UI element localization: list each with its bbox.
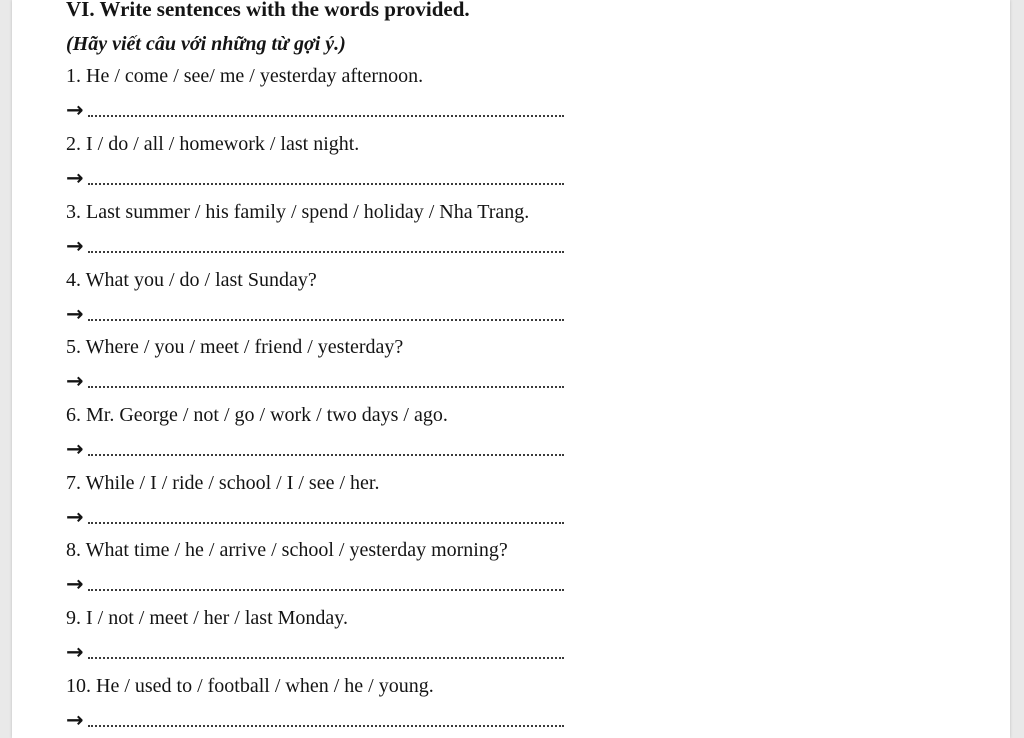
dotted-answer-blank xyxy=(88,725,564,727)
answer-line[interactable] xyxy=(66,502,566,532)
dotted-answer-blank xyxy=(88,454,564,456)
dotted-answer-blank xyxy=(88,183,564,185)
arrow-icon: → xyxy=(66,234,84,258)
answer-line[interactable] xyxy=(66,569,566,599)
question-prompt: 9. I / not / meet / her / last Monday. xyxy=(66,607,348,629)
question-prompt: 1. He / come / see/ me / yesterday afternoon. xyxy=(66,65,424,87)
answer-line[interactable] xyxy=(66,705,566,735)
answer-line[interactable] xyxy=(66,231,566,261)
arrow-icon: → xyxy=(66,98,84,122)
question-prompt: 5. Where / you / meet / friend / yesterday? xyxy=(66,336,404,358)
question-prompt: 4. What you / do / last Sunday? xyxy=(66,269,317,291)
answer-line[interactable] xyxy=(66,366,566,396)
question-prompt: 3. Last summer / his family / spend / holiday / Nha Trang. xyxy=(66,201,530,223)
arrow-icon: → xyxy=(66,437,84,461)
exercise-subheading: (Hãy viết câu với những từ gợi ý.) xyxy=(66,33,346,55)
arrow-icon: → xyxy=(66,166,84,190)
worksheet-page xyxy=(12,0,1010,738)
dotted-answer-blank xyxy=(88,115,564,117)
question-prompt: 10. He / used to / football / when / he / young. xyxy=(66,675,434,697)
question-prompt: 2. I / do / all / homework / last night. xyxy=(66,133,360,155)
arrow-icon: → xyxy=(66,640,84,664)
dotted-answer-blank xyxy=(88,319,564,321)
answer-line[interactable] xyxy=(66,95,566,125)
arrow-icon: → xyxy=(66,302,84,326)
answer-line[interactable] xyxy=(66,163,566,193)
answer-line[interactable] xyxy=(66,637,566,667)
answer-line[interactable] xyxy=(66,299,566,329)
answer-line[interactable] xyxy=(66,434,566,464)
arrow-icon: → xyxy=(66,505,84,529)
dotted-answer-blank xyxy=(88,386,564,388)
dotted-answer-blank xyxy=(88,657,564,659)
question-prompt: 8. What time / he / arrive / school / yesterday morning? xyxy=(66,539,508,561)
dotted-answer-blank xyxy=(88,522,564,524)
arrow-icon: → xyxy=(66,572,84,596)
arrow-icon: → xyxy=(66,708,84,732)
exercise-heading: VI. Write sentences with the words provided. xyxy=(66,0,470,21)
question-prompt: 7. While / I / ride / school / I / see / her. xyxy=(66,472,380,494)
question-prompt: 6. Mr. George / not / go / work / two days / ago. xyxy=(66,404,448,426)
dotted-answer-blank xyxy=(88,589,564,591)
arrow-icon: → xyxy=(66,369,84,393)
dotted-answer-blank xyxy=(88,251,564,253)
